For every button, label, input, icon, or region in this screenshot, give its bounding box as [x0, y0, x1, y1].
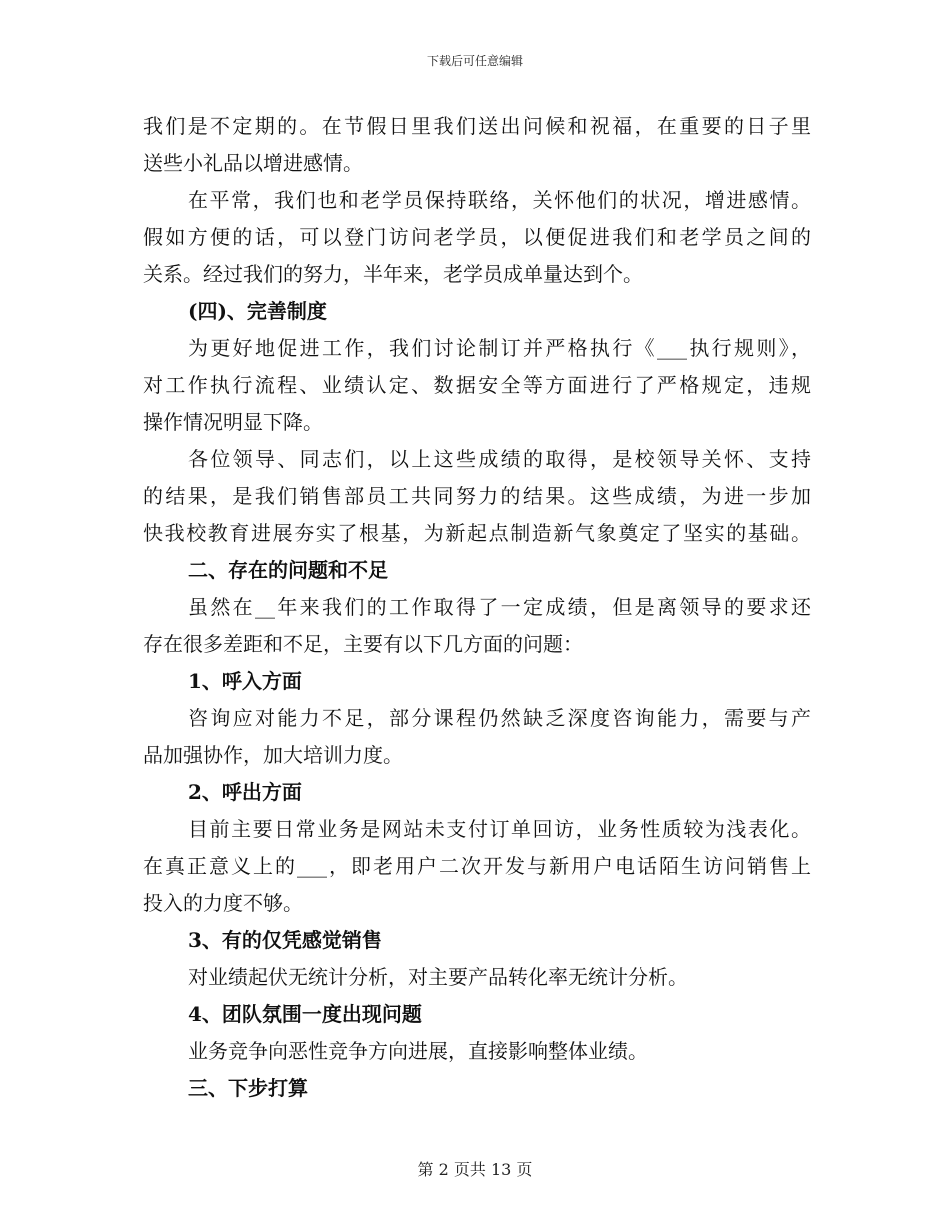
- text-line: 我们是不定期的。在节假日里我们送出问候和祝福，在重要的日子里: [143, 114, 811, 138]
- text-line: 关系。经过我们的努力，半年来，老学员成单量达到个。: [143, 262, 643, 286]
- section-heading: (四)、完善制度: [188, 299, 327, 323]
- text-line: 业务竞争向恶性竞争方向进展，直接影响整体业绩。: [188, 1039, 648, 1063]
- text-line: 对工作执行流程、业绩认定、数据安全等方面进行了严格规定，违规: [143, 373, 811, 397]
- text-line: 的结果，是我们销售部员工共同努力的结果。这些成绩，为进一步加: [143, 484, 811, 508]
- text-line: 为更好地促进工作，我们讨论制订并严格执行《___执行规则》，: [188, 336, 811, 360]
- text-line: 投入的力度不够。: [143, 891, 303, 915]
- section-heading: 三、下步打算: [188, 1076, 308, 1100]
- section-heading: 3、有的仅凭感觉销售: [188, 928, 382, 952]
- text-line: 存在很多差距和不足，主要有以下几方面的问题：: [143, 632, 583, 656]
- text-line: 假如方便的话，可以登门访问老学员，以便促进我们和老学员之间的: [143, 225, 811, 249]
- text-line: 对业绩起伏无统计分析，对主要产品转化率无统计分析。: [188, 965, 688, 989]
- section-heading: 1、呼入方面: [188, 669, 302, 693]
- section-heading: 4、团队氛围一度出现问题: [188, 1002, 422, 1026]
- text-line: 品加强协作，加大培训力度。: [143, 743, 403, 767]
- text-line: 各位领导、同志们，以上这些成绩的取得，是校领导关怀、支持: [188, 447, 811, 471]
- section-heading: 2、呼出方面: [188, 780, 302, 804]
- page-header: 下载后可任意编辑: [426, 54, 523, 68]
- section-heading: 二、存在的问题和不足: [188, 558, 388, 582]
- text-line: 操作情况明显下降。: [143, 410, 323, 434]
- text-line: 虽然在__年来我们的工作取得了一定成绩，但是离领导的要求还: [188, 595, 811, 619]
- text-line: 快我校教育进展夯实了根基，为新起点制造新气象奠定了坚实的基础。: [143, 521, 811, 545]
- text-line: 在真正意义上的___，即老用户二次开发与新用户电话陌生访问销售上: [143, 854, 811, 878]
- text-line: 在平常，我们也和老学员保持联络，关怀他们的状况，增进感情。: [188, 188, 811, 212]
- document-body: [143, 108, 811, 1107]
- text-line: 目前主要日常业务是网站未支付订单回访，业务性质较为浅表化。: [188, 817, 811, 841]
- text-line: 送些小礼品以增进感情。: [143, 151, 363, 175]
- page-footer: 第 2 页共 13 页: [417, 1160, 533, 1179]
- text-line: 咨询应对能力不足，部分课程仍然缺乏深度咨询能力，需要与产: [188, 706, 811, 730]
